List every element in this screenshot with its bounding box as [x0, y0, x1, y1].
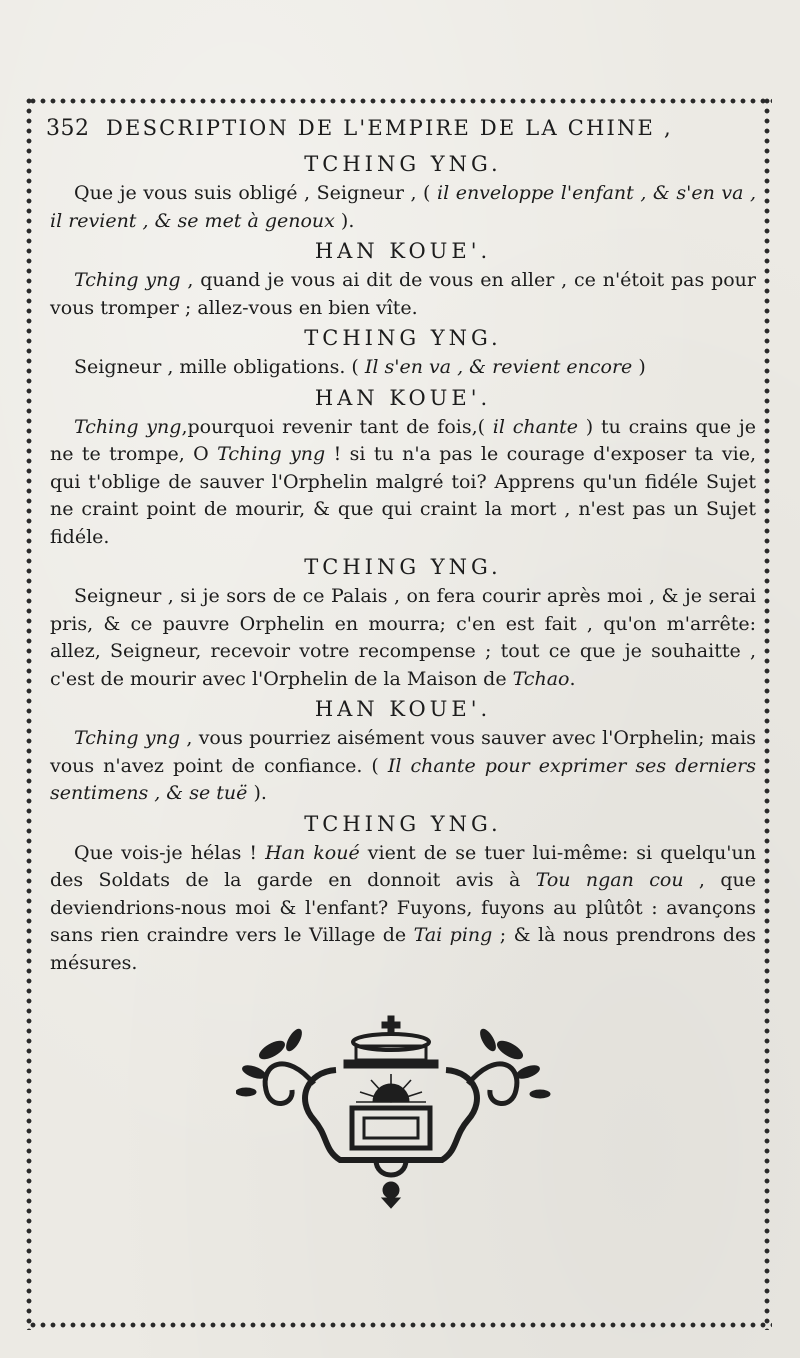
page-header — [46, 112, 746, 148]
running-head: DESCRIPTION DE L'EMPIRE DE LA CHINE , — [106, 116, 673, 140]
italic-text-segment: Il chante pour exprimer ses derniers sentimens , & se tuë — [50, 754, 756, 804]
text-segment: vient de se tuer lui-même: si quelqu'un des Soldats de la garde en donnoit avis à — [50, 841, 757, 891]
decorative-border-top — [28, 96, 772, 106]
text-segment: Que je vous suis obligé , Seigneur , ( — [74, 182, 437, 204]
text-segment: , que deviendrions-nous moi & l'enfant? Fuyons, fuyons au plûtôt : avançons sans rien craindre vers le Village de — [50, 869, 756, 946]
speech-paragraph — [50, 414, 756, 552]
text-segment: ! si tu n'a pas le courage d'exposer ta vie, qui t'oblige de sauver l'Orphelin malgré toi? Apprens qu'un fidéle Sujet ne craint point de mourir, & que qui craint la mort , n'est pas un Sujet fidéle. — [50, 443, 756, 548]
italic-text-segment: Tching yng — [74, 269, 181, 291]
speech-paragraph — [50, 180, 756, 235]
text-segment: Que vois-je hélas ! — [74, 841, 266, 864]
italic-text-segment: Tai ping — [413, 924, 493, 946]
text-segment: ,pourquoi revenir tant de fois,( — [181, 415, 493, 438]
speaker-heading: TCHING YNG. — [304, 555, 502, 579]
text-segment: ). — [334, 209, 355, 232]
speaker-heading: TCHING YNG. — [304, 811, 502, 836]
italic-text-segment: Tching yng — [74, 727, 181, 749]
dialogue-text — [50, 148, 756, 977]
decorative-border-right — [762, 96, 772, 1330]
speech-paragraph — [50, 583, 756, 693]
text-segment: ). — [247, 782, 267, 804]
italic-text-segment: Tching yng — [217, 443, 326, 465]
decorative-border-bottom — [28, 1320, 772, 1330]
text-segment: Seigneur , si je sors de ce Palais , on fera courir après moi , & je serai pris, & ce pauvre Orphelin en mourra; c'en est fait , qu'on m'arrête: allez, Seigneur, recevoir votre recompense ; tout ce que je souhaitte , c'est de mourir avec l'Orphelin de la Maison de — [50, 585, 756, 690]
text-segment: , quand je vous ai dit de vous en aller , ce n'étoit pas pour vous tromper ; allez-vous en bien vîte. — [50, 269, 756, 319]
italic-text-segment: Tching yng — [74, 415, 182, 438]
text-segment: ) — [632, 356, 646, 378]
speech-paragraph — [50, 354, 756, 382]
italic-text-segment: il chante — [492, 415, 579, 438]
page-number: 352 — [46, 116, 90, 141]
speaker-heading: HAN KOUE'. — [314, 697, 492, 721]
floral-ornament-icon — [236, 1010, 552, 1210]
speech-paragraph — [50, 725, 756, 808]
speech-paragraph — [50, 267, 756, 322]
text-segment: ; & là nous prendrons des mésures. — [50, 924, 756, 974]
text-segment: . — [569, 667, 576, 690]
speech-paragraph — [50, 840, 756, 978]
italic-text-segment: il enveloppe l'enfant , & s'en va , il revient , & se met à genoux — [50, 182, 757, 232]
text-segment: Seigneur , mille obligations. ( — [74, 356, 365, 378]
text-segment: ) tu crains que je ne te trompe, O — [50, 415, 756, 465]
italic-text-segment: Tchao — [512, 667, 570, 690]
italic-text-segment: Il s'en va , & revient encore — [364, 356, 633, 378]
decorative-border-left — [24, 96, 34, 1330]
italic-text-segment: Han koué — [265, 841, 360, 864]
italic-text-segment: Tou ngan cou — [535, 869, 684, 891]
text-segment: , vous pourriez aisément vous sauver avec l'Orphelin; mais vous n'avez point de confiance. ( — [50, 727, 756, 777]
speaker-heading: TCHING YNG. — [304, 326, 502, 350]
speaker-heading: HAN KOUE'. — [314, 385, 492, 410]
speaker-heading: TCHING YNG. — [304, 152, 502, 176]
speaker-heading: HAN KOUE'. — [314, 239, 492, 263]
